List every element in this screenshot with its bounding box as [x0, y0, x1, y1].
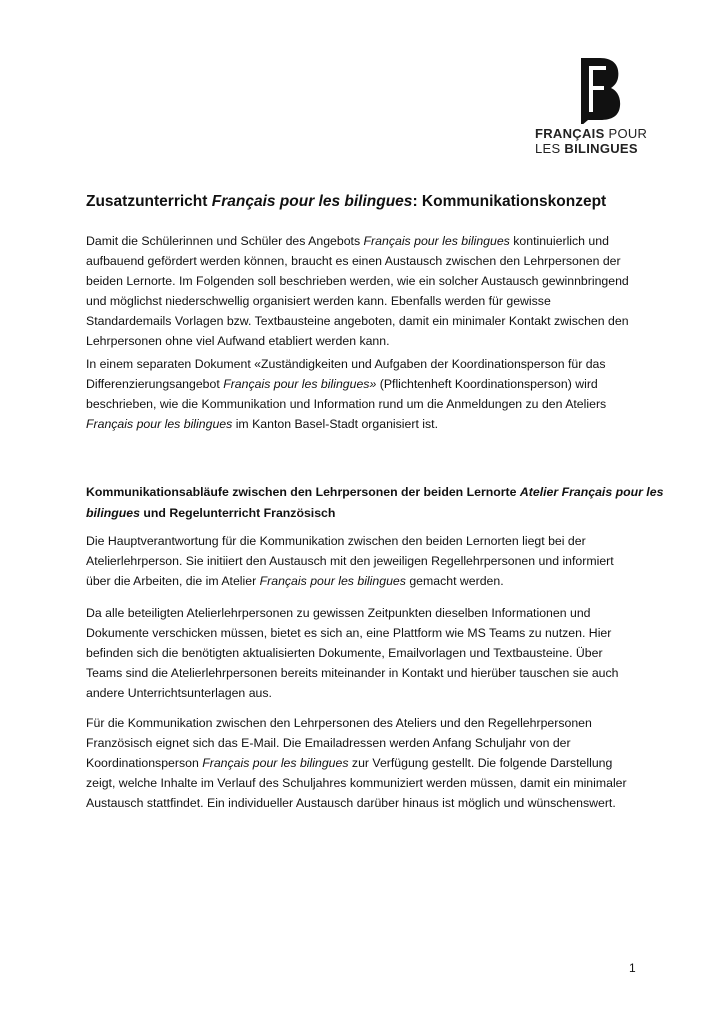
text-line [86, 482, 664, 503]
text: (Pflichtenheft Koordinationsperson) wird [376, 377, 598, 391]
text: Koordinationsperson [86, 756, 203, 770]
text-line: Französisch eignet sich das E-Mail. Die Emailadressen werden Anfang Schuljahr von der [86, 736, 571, 750]
email-paragraph [86, 713, 646, 813]
text-line: zeigt, welche Inhalte im Verlauf des Schuljahres kommuniziert werden müssen, damit ein minimaler [86, 776, 627, 790]
logo-text-les: LES [535, 141, 565, 156]
text-line [86, 503, 646, 524]
italic-text: Français pour les bilingues [202, 756, 349, 770]
text: im Kanton Basel-Stadt organisiert ist. [232, 417, 439, 431]
text-line: Die Hauptverantwortung für die Kommunikation zwischen den beiden Lernorten liegt bei der [86, 534, 586, 548]
text: gemacht werden. [405, 574, 504, 588]
text-line: Dokumente verschicken müssen, bietet es sich an, eine Plattform wie MS Teams zu nutzen. Hier [86, 626, 612, 640]
italic-text: Français pour les bilingues [86, 417, 233, 431]
text-line: Atelierlehrperson. Sie initiiert den Austausch mit den jeweiligen Regellehrpersonen und informiert [86, 554, 614, 568]
logo-text-pour: POUR [604, 126, 648, 141]
text: und Regelunterricht Französisch [139, 505, 336, 520]
text: Kommunikationsabläufe zwischen den Lehrpersonen der beiden Lernorte [86, 485, 520, 499]
text-line: Standardemails Vorlagen bzw. Textbausteine angeboten, damit ein minimaler Kontakt zwischen den [86, 314, 629, 328]
section-heading [86, 482, 664, 523]
text: Differenzierungsangebot [86, 377, 224, 391]
text-line: Da alle beteiligten Atelierlehrpersonen zu gewissen Zeitpunkten dieselben Informationen und [86, 606, 591, 620]
italic-text: Français pour les bilingues» [223, 377, 377, 391]
francais-pour-les-bilingues-logo-icon [578, 56, 622, 124]
italic-text: Français pour les bilingues [363, 234, 510, 248]
italic-text: Atelier Français pour les [519, 485, 664, 499]
text-line: und möglichst niederschwellig organisiert werden kann. Ebenfalls werden für gewisse [86, 294, 551, 308]
text-line [86, 374, 646, 394]
text: zur Verfügung gestellt. Die folgende Darstellung [348, 756, 613, 770]
text: über die Arbeiten, die im Atelier [86, 574, 260, 588]
italic-text: bilingues [86, 505, 140, 520]
italic-text: Français pour les bilingues [259, 574, 406, 588]
logo-text-bilingues: BILINGUES [564, 141, 638, 156]
text-line [86, 414, 646, 434]
title-italic: Français pour les bilingues [211, 193, 413, 210]
text-line: andere Unterrichtsunterlagen aus. [86, 686, 272, 700]
text-line: aufbauend gefördert werden können, braucht es einen Austausch zwischen den Lehrpersonen der [86, 254, 621, 268]
text: kontinuierlich und [509, 234, 609, 248]
text-line [86, 753, 646, 773]
title-suffix: : Kommunikationskonzept [412, 193, 607, 210]
teams-paragraph [86, 603, 646, 703]
text-line: In einem separaten Dokument «Zuständigkeiten und Aufgaben der Koordinationsperson für das [86, 357, 606, 371]
text-line: befinden sich die benötigten aktualisierten Dokumente, Emailvorlagen und Textbausteine. Über [86, 646, 603, 660]
page-number: 1 [629, 961, 636, 975]
text: Damit die Schülerinnen und Schüler des Angebots [86, 234, 364, 248]
logo-text-francais: FRANÇAIS [535, 126, 605, 141]
text-line [86, 231, 646, 251]
logo-wordmark [535, 126, 647, 156]
text-line: Austausch stattfindet. Ein individueller Austausch darüber hinaus ist möglich und wünschenswert. [86, 796, 616, 810]
page-title [86, 193, 606, 211]
text-line [86, 571, 646, 591]
intro-paragraph [86, 231, 646, 351]
text-line: Lehrpersonen ohne viel Aufwand etabliert werden kann. [86, 334, 390, 348]
text-line: Teams sind die Atelierlehrpersonen bereits miteinander in Kontakt und hierüber tauschen sie auch [86, 666, 619, 680]
responsibility-paragraph [86, 531, 646, 591]
text-line: beiden Lernorte. Im Folgenden soll beschrieben werden, wie ein solcher Austausch gewinnbringend [86, 274, 629, 288]
title-prefix: Zusatzunterricht [86, 193, 212, 210]
text-line: Für die Kommunikation zwischen den Lehrpersonen des Ateliers und den Regellehrpersonen [86, 716, 592, 730]
text-line: beschrieben, wie die Kommunikation und Information rund um die Anmeldungen zu den Ateliers [86, 397, 607, 411]
reference-paragraph [86, 354, 646, 434]
